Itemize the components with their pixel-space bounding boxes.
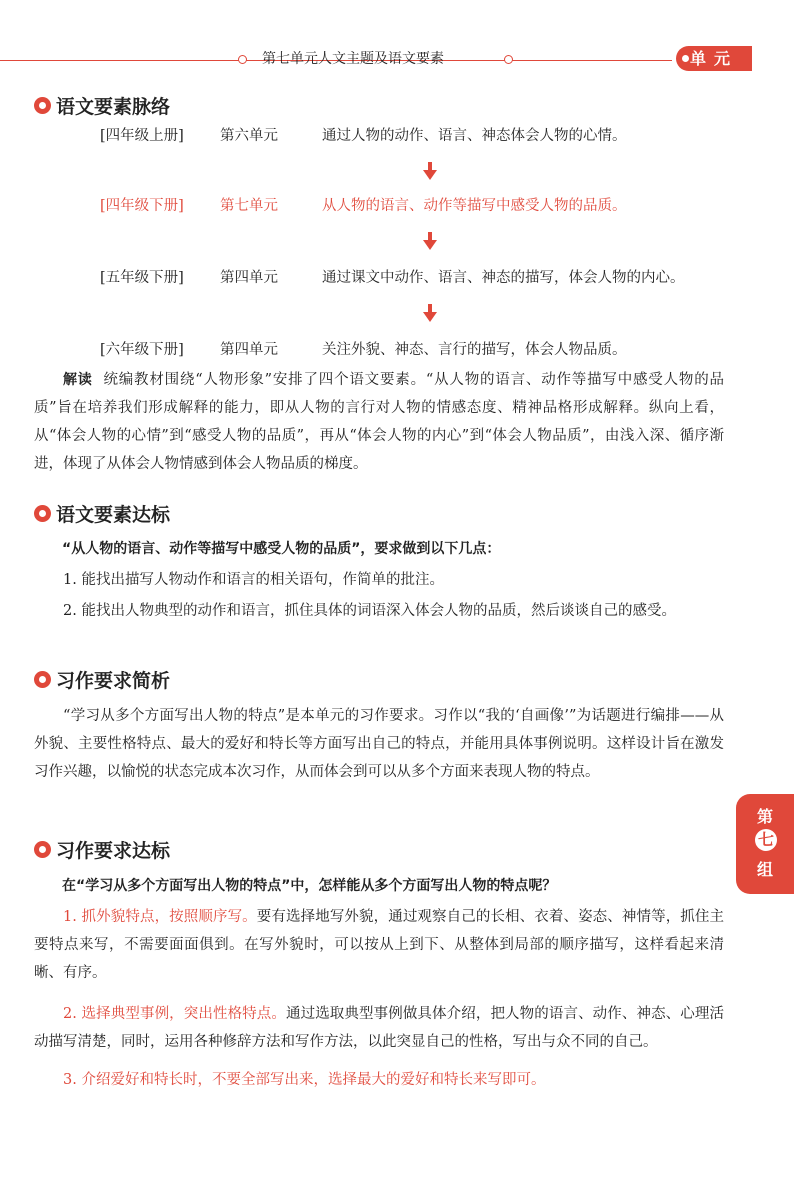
section-title-mailuo: [34, 92, 170, 119]
timeline-desc: 从人物的语言、动作等描写中感受人物的品质。: [322, 198, 627, 214]
jiedu-paragraph: [34, 366, 724, 478]
dabiao-intro: “从人物的语言、动作等描写中感受人物的品质”，要求做到以下几点：: [62, 541, 501, 557]
section-title-jianxi: [34, 666, 170, 693]
jianxi-paragraph: “学习从多个方面写出人物的特点”是本单元的习作要求。习作以“我的‘自画像’”为话题进行编排——从外貌、主要性格特点、最大的爱好和特长等方面写出自己的特点，并能用具体事例说明。这样设计旨在激发习作兴趣，以愉悦的状态完成本次习作，从而体会到可以从多个方面来表现人物的特点。: [34, 708, 724, 780]
timeline-grade: [六年级下册]: [100, 342, 184, 358]
location-pin-icon: [34, 97, 51, 114]
jiedu-label: 解读: [63, 372, 93, 388]
header-dot-right: [504, 55, 513, 64]
side-tab-line3: 组: [756, 860, 773, 879]
timeline-desc: 通过人物的动作、语言、神态体会人物的心情。: [322, 128, 627, 144]
timeline-unit: 第七单元: [220, 198, 278, 214]
dabiao-point-1: 1. 能找出描写人物动作和语言的相关语句，作简单的批注。: [63, 572, 444, 588]
jiedu-text: 统编教材围绕“人物形象”安排了四个语文要素。“从人物的语言、动作等描写中感受人物的品质”旨在培养我们形成解释的能力，即从人物的言行对人物的情感态度、精神品格形成解释。纵向上看，从“体会人物的心情”到“感受人物的品质”，再从“体会人物的内心”到“体会人物品质”，由浅入深、循序渐进，体现了从体会人物情感到体会人物品质的梯度。: [34, 372, 725, 472]
page-header-title: 第七单元人文主题及语文要素: [262, 51, 444, 67]
timeline-grade: [四年级上册]: [100, 128, 184, 144]
xizuo-point-1-head: 1. 抓外貌特点，按照顺序写。: [63, 909, 257, 925]
section-title-text: 习作要求简析: [56, 670, 171, 692]
timeline-unit: 第六单元: [220, 128, 278, 144]
unit-badge-label: 单元: [689, 49, 738, 68]
arrow-down-icon: [423, 304, 437, 322]
section-title-text: 习作要求达标: [56, 840, 171, 862]
arrow-down-icon: [423, 162, 437, 180]
xizuo-point-3: 3. 介绍爱好和特长时，不要全部写出来，选择最大的爱好和特长来写即可。: [63, 1072, 546, 1088]
xizuo-point-2-head: 2. 选择典型事例，突出性格特点。: [63, 1006, 286, 1022]
xizuo-question: 在“学习从多个方面写出人物的特点”中，怎样能从多个方面写出人物的特点呢？: [62, 878, 557, 894]
dabiao-point-2: 2. 能找出人物典型的动作和语言，抓住具体的词语深入体会人物的品质，然后谈谈自己的感受。: [63, 603, 676, 619]
section-title-dabiao: [34, 500, 170, 527]
side-tab-line1: 第: [756, 807, 773, 826]
timeline-unit: 第四单元: [220, 342, 278, 358]
section-title-text: 语文要素达标: [56, 504, 171, 526]
arrow-down-icon: [423, 232, 437, 250]
xizuo-point-1-body: 要有选择地写外貌，通过观察自己的长相、衣着、姿态、神情等，抓住主要特点来写，不需要面面俱到。在写外貌时，可以按从上到下、从整体到局部的顺序描写，这样看起来清晰、有序。: [34, 909, 724, 981]
xizuo-point-2: [34, 1000, 724, 1056]
header-dot-left: [238, 55, 247, 64]
timeline-desc: 关注外貌、神态、言行的描写，体会人物品质。: [322, 342, 627, 358]
timeline-unit: 第四单元: [220, 270, 278, 286]
timeline-grade: [五年级下册]: [100, 270, 184, 286]
timeline-desc: 通过课文中动作、语言、神态的描写，体会人物的内心。: [322, 270, 685, 286]
unit-badge: [676, 46, 752, 71]
location-pin-icon: [34, 505, 51, 522]
location-pin-icon: [34, 671, 51, 688]
section-title-xizuo-dabiao: [34, 836, 170, 863]
section-title-text: 语文要素脉络: [56, 96, 171, 118]
side-tab-group: [736, 794, 794, 894]
side-tab-line2: 七: [755, 829, 777, 851]
xizuo-point-1: [34, 903, 724, 987]
timeline-grade: [四年级下册]: [100, 198, 184, 214]
xizuo-point-2-body: 通过选取典型事例做具体介绍，把人物的语言、动作、神态、心理活动描写清楚，同时，运用各种修辞方法和写作方法，以此突显自己的性格，写出与众不同的自己。: [34, 1006, 724, 1050]
location-pin-icon: [34, 841, 51, 858]
